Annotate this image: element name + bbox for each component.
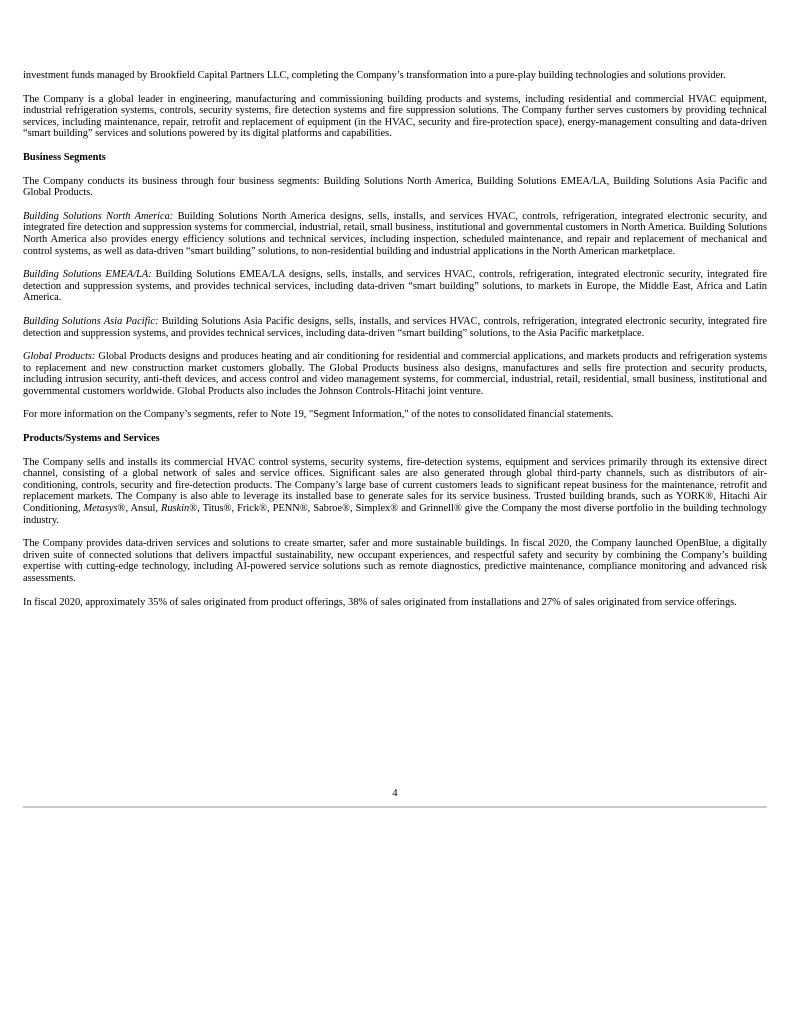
paragraph-segment-note: For more information on the Company’s segments, refer to Note 19, "Segment Information," of the notes to consolidated financial statements. (23, 409, 614, 421)
heading-business-segments: Business Segments (23, 151, 106, 163)
paragraph-company-overview: The Company is a global leader in engineering, manufacturing and commissioning building products and systems, including residential and commercial HVAC equipment, industrial refrigeration systems, controls, security systems, fire detection systems and fire suppression solutions. The Company further serves customers by providing technical services, including maintenance, repair, retrofit and replacement of equipment (in the HVAC, security and fire-protection space), energy-management consulting and data-driven “smart building” services and solutions powered by its digital platforms and capabilities. (23, 93, 767, 140)
brand-metasys: Metasys (83, 503, 118, 515)
paragraph-segments-intro: The Company conducts its business through four business segments: Building Solutions North America, Building Solutions EMEA/LA, Building Solutions Asia Pacific and Global Products. (23, 175, 767, 199)
paragraph-segment-global-products (23, 351, 767, 397)
paragraph-openblue: The Company provides data-driven services and solutions to create smarter, safer and more sustainable buildings. In fiscal 2020, the Company launched OpenBlue, a digitally driven suite of connected solutions that delivers impactful sustainability, new occupant experiences, and respectful safety and security by combining the Company’s building expertise with cutting-edge technology, including AI-powered service solutions such as remote diagnostics, predictive maintenance, compliance monitoring and advanced risk assessments. (23, 538, 767, 584)
segment-text-north-america: Building Solutions North America designs, sells, installs, and services HVAC, controls, refrigeration, integrated electronic security, and integrated fire detection and suppression systems for commercial, industrial, retail, small business, institutional and governmental customers in North America. Building Solutions North America also provides energy efficiency solutions and technical services, including inspection, scheduled maintenance, and repair and replacement of mechanical and control systems, as well as data-driven “smart building” solutions, to non-residential building and industrial applications in the North American marketplace. (23, 210, 767, 257)
heading-products-services: Products/Systems and Services (23, 433, 160, 445)
products-text-part-2: ®, Ansul, (117, 503, 161, 515)
segment-lead-asia-pacific: Building Solutions Asia Pacific: (23, 315, 159, 327)
segment-text-asia-pacific: Building Solutions Asia Pacific designs, sells, installs, and services HVAC, controls, refrigeration, integrated electronic security, integrated fire detection and suppression systems, and provides technical services, including data-driven “smart building” solutions, to the Asia Pacific marketplace. (23, 315, 767, 339)
paragraph-segment-north-america (23, 211, 767, 257)
paragraph-products-sales-channels (23, 457, 767, 527)
page-number: 4 (392, 788, 398, 799)
paragraph-sales-mix: In fiscal 2020, approximately 35% of sales originated from product offerings, 38% of sales originated from installations and 27% of sales originated from service offerings. (23, 596, 737, 608)
paragraph-segment-emea-la (23, 269, 767, 304)
document-page (23, 70, 767, 620)
paragraph-segment-asia-pacific (23, 316, 767, 339)
segment-text-global-products: Global Products designs and produces heating and air conditioning for residential and commercial applications, and markets products and refrigeration systems to replacement and new construction market customers globally. The Global Products business also designs, manufactures and sells fire protection and security products, including intrusion security, anti-theft devices, and access control and video management systems, for commercial, industrial, retail, residential, small business, institutional and governmental customers worldwide. Global Products also includes the Johnson Controls-Hitachi joint venture. (23, 351, 768, 397)
paragraph-intro-continued: investment funds managed by Brookfield Capital Partners LLC, completing the Company’s transformation into a pure-play building technologies and solutions provider. (23, 70, 726, 81)
page-divider (23, 806, 767, 808)
segment-lead-north-america: Building Solutions North America: (23, 210, 174, 222)
segment-text-emea-la: Building Solutions EMEA/LA designs, sells, installs, and services HVAC, controls, refrigeration, integrated electronic security, integrated fire detection and suppression systems, and provides technical services, including data-driven “smart building” solutions, to markets in Europe, the Middle East, Africa and Latin America. (23, 269, 767, 304)
products-text-part-1: The Company sells and installs its commercial HVAC control systems, security systems, fire-detection systems, equipment and services primarily through its extensive direct channel, consisting of a global network of sales and service offices. Significant sales are also generated through global third-party channels, such as distributors of air-conditioning, controls, security and fire-detection products. The Company’s large base of current customers leads to significant repeat business for the maintenance, retrofit and replacement markets. The Company is also able to leverage its installed base to generate sales for its service business. Trusted building brands, such as YORK®, Hitachi Air Conditioning, (23, 456, 767, 515)
segment-lead-emea-la: Building Solutions EMEA/LA: (23, 269, 152, 281)
segment-lead-global-products: Global Products: (23, 351, 96, 363)
products-text-part-3: ®, Titus®, Frick®, PENN®, Sabroe®, Simplex® and Grinnell® give the Company the most diverse portfolio in the building technology industry. (23, 503, 767, 526)
brand-ruskin: Ruskin (160, 503, 190, 515)
